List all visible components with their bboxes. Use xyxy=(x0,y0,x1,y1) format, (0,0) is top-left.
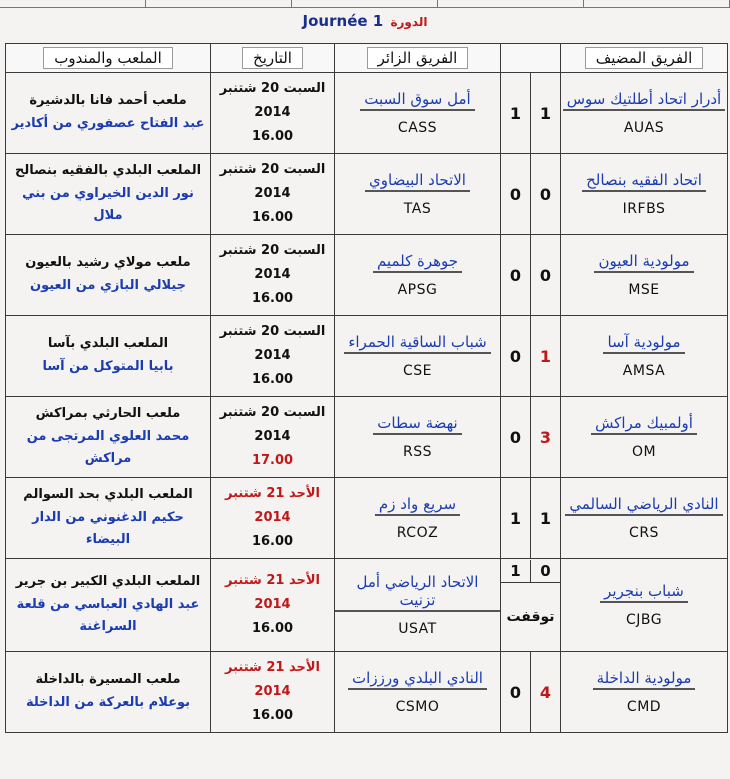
date-day: الأحد 21 شتنبر xyxy=(225,572,320,588)
visitor-team-link[interactable]: الاتحاد الرياضي أمل تزنيت xyxy=(335,573,500,612)
table-row xyxy=(6,154,728,235)
venue-cell xyxy=(6,316,211,397)
date-day: السبت 20 شتنبر xyxy=(219,242,326,258)
match-date xyxy=(211,316,335,397)
host-score: 1 xyxy=(531,316,561,397)
referee: محمد العلوي المرتجى من مراكش xyxy=(26,428,190,467)
date-time: 17.00 xyxy=(251,453,294,469)
stadium: الملعب البلدي بآسا xyxy=(47,336,169,352)
round-label: Journée 1 xyxy=(302,12,384,30)
visitor-team-link[interactable]: الاتحاد البيضاوي xyxy=(365,171,470,192)
date-day: السبت 20 شتنبر xyxy=(219,404,326,420)
visitor-team-code: CSE xyxy=(402,363,432,380)
stadium: ملعب مولاي رشيد بالعيون xyxy=(25,255,191,271)
host-team-link[interactable]: اتحاد الفقيه بنصالح xyxy=(582,171,706,192)
date-day: الأحد 21 شتنبر xyxy=(225,485,320,501)
venue-cell xyxy=(6,154,211,235)
table-row xyxy=(6,235,728,316)
date-year: 2014 xyxy=(254,509,291,525)
score-stopped-cell xyxy=(501,559,561,652)
visitor-score: 1 xyxy=(501,73,531,154)
host-score: 0 xyxy=(531,154,561,235)
host-team-link[interactable]: أدرار اتحاد أطلتيك سوس xyxy=(563,90,725,111)
visitor-team-cell xyxy=(335,73,501,154)
host-score: 3 xyxy=(531,397,561,478)
date-time: 16.00 xyxy=(251,534,294,550)
visitor-team-link[interactable]: جوهرة كلميم xyxy=(373,252,462,273)
host-score: 0 xyxy=(531,235,561,316)
host-team-link[interactable]: مولودية آسا xyxy=(603,333,684,354)
date-year: 2014 xyxy=(254,428,291,444)
visitor-score: 0 xyxy=(501,316,531,397)
date-time: 16.00 xyxy=(251,291,294,307)
host-team-code: AMSA xyxy=(622,363,666,380)
visitor-score: 1 xyxy=(501,478,531,559)
match-date xyxy=(211,652,335,733)
visitor-score: 1 xyxy=(510,561,521,580)
date-time: 16.00 xyxy=(251,210,294,226)
visitor-team-cell xyxy=(335,478,501,559)
table-row xyxy=(6,478,728,559)
visitor-team-link[interactable]: شباب الساقية الحمراء xyxy=(344,333,490,354)
host-team-cell xyxy=(561,559,728,652)
referee: نور الدين الخيراوي من بني ملال xyxy=(22,185,194,224)
visitor-team-code: RCOZ xyxy=(396,525,439,542)
referee: حكيم الدغنوني من الدار البيضاء xyxy=(32,509,184,548)
visitor-team-link[interactable]: أمل سوق السبت xyxy=(360,90,474,111)
host-team-link[interactable]: أولمبيك مراكش xyxy=(591,414,697,435)
host-team-cell xyxy=(561,478,728,559)
visitor-score: 0 xyxy=(501,154,531,235)
stadium: الملعب البلدي بحد السوالم xyxy=(23,486,193,502)
round-heading xyxy=(0,12,730,30)
host-team-code: IRFBS xyxy=(622,201,666,218)
venue-cell xyxy=(6,397,211,478)
visitor-team-cell xyxy=(335,559,501,652)
host-team-cell xyxy=(561,397,728,478)
visitor-team-code: CASS xyxy=(397,120,438,137)
referee: بابيا المتوكل من آسا xyxy=(42,359,174,374)
host-team-cell xyxy=(561,235,728,316)
host-team-link[interactable]: النادي الرياضي السالمي xyxy=(565,495,722,516)
visitor-team-code: CSMO xyxy=(395,699,440,716)
host-team-code: CJBG xyxy=(625,612,663,629)
header-host: الفريق المضيف xyxy=(561,44,728,73)
visitor-team-code: TAS xyxy=(403,201,432,218)
table-row xyxy=(6,316,728,397)
host-team-link[interactable]: شباب بنجرير xyxy=(600,582,688,603)
match-date xyxy=(211,397,335,478)
venue-cell xyxy=(6,478,211,559)
header-date: التاريخ xyxy=(211,44,335,73)
match-date xyxy=(211,73,335,154)
host-team-code: CMD xyxy=(626,699,662,716)
date-time: 16.00 xyxy=(251,621,294,637)
fixtures-table xyxy=(5,43,728,733)
visitor-team-cell xyxy=(335,652,501,733)
stadium: ملعب الحارثي بمراكش xyxy=(35,405,181,421)
match-date xyxy=(211,478,335,559)
visitor-team-link[interactable]: نهضة سطات xyxy=(373,414,461,435)
referee: عبد الفتاح عصفوري من أكادير xyxy=(11,116,205,131)
host-team-code: OM xyxy=(631,444,657,461)
date-day: السبت 20 شتنبر xyxy=(219,80,326,96)
host-score: 0 xyxy=(530,560,560,582)
host-team-cell xyxy=(561,652,728,733)
referee: بوعلام بالعركة من الداخلة xyxy=(25,695,190,710)
host-team-code: AUAS xyxy=(623,120,665,137)
date-time: 16.00 xyxy=(251,372,294,388)
host-team-cell xyxy=(561,73,728,154)
venue-cell xyxy=(6,73,211,154)
stadium: ملعب المسيرة بالداخلة xyxy=(35,672,181,688)
match-date xyxy=(211,559,335,652)
match-status: توقفت xyxy=(506,608,555,625)
referee: عبد الهادي العباسي من قلعة السراغنة xyxy=(16,596,200,635)
match-date xyxy=(211,154,335,235)
visitor-team-cell xyxy=(335,235,501,316)
stadium: ملعب أحمد فانا بالدشيرة xyxy=(29,93,187,109)
visitor-team-cell xyxy=(335,397,501,478)
venue-cell xyxy=(6,559,211,652)
visitor-team-code: USAT xyxy=(398,620,437,637)
visitor-team-link[interactable]: سريع واد زم xyxy=(375,495,460,516)
visitor-team-cell xyxy=(335,154,501,235)
visitor-team-link[interactable]: النادي البلدي ورززات xyxy=(348,669,487,690)
date-year: 2014 xyxy=(254,347,291,363)
date-year: 2014 xyxy=(254,185,291,201)
visitor-score: 0 xyxy=(501,652,531,733)
visitor-score: 0 xyxy=(501,235,531,316)
visitor-team-code: RSS xyxy=(402,444,432,461)
stadium: الملعب البلدي الكبير بن جرير xyxy=(15,573,201,589)
host-score: 1 xyxy=(531,478,561,559)
host-score: 1 xyxy=(531,73,561,154)
referee: جيلالي البازي من العيون xyxy=(29,278,187,293)
date-year: 2014 xyxy=(254,683,291,699)
table-row xyxy=(6,73,728,154)
date-year: 2014 xyxy=(254,596,291,612)
table-row xyxy=(6,397,728,478)
date-year: 2014 xyxy=(254,266,291,282)
header-visitor: الفريق الزائر xyxy=(335,44,501,73)
table-row xyxy=(6,559,728,652)
table-header-row xyxy=(6,44,728,73)
visitor-team-cell xyxy=(335,316,501,397)
date-time: 16.00 xyxy=(251,708,294,724)
header-score xyxy=(501,44,561,73)
header-venue: الملعب والمندوب xyxy=(6,44,211,73)
host-team-code: CRS xyxy=(629,525,659,542)
host-team-cell xyxy=(561,154,728,235)
visitor-team-code: APSG xyxy=(397,282,438,299)
date-day: السبت 20 شتنبر xyxy=(219,323,326,339)
date-day: السبت 20 شتنبر xyxy=(219,161,326,177)
date-day: الأحد 21 شتنبر xyxy=(225,659,320,675)
date-year: 2014 xyxy=(254,104,291,120)
venue-cell xyxy=(6,235,211,316)
visitor-score: 0 xyxy=(501,397,531,478)
top-table-strip xyxy=(0,0,730,8)
date-time: 16.00 xyxy=(251,129,294,145)
host-team-link[interactable]: مولودية العيون xyxy=(594,252,693,273)
round-label-ar: الدورة xyxy=(390,15,428,29)
venue-cell xyxy=(6,652,211,733)
host-team-code: MSE xyxy=(628,282,660,299)
table-row xyxy=(6,652,728,733)
host-score: 4 xyxy=(531,652,561,733)
host-team-link[interactable]: مولودية الداخلة xyxy=(593,669,696,690)
match-date xyxy=(211,235,335,316)
stadium: الملعب البلدي بالفقيه بنصالح xyxy=(14,162,202,178)
host-team-cell xyxy=(561,316,728,397)
